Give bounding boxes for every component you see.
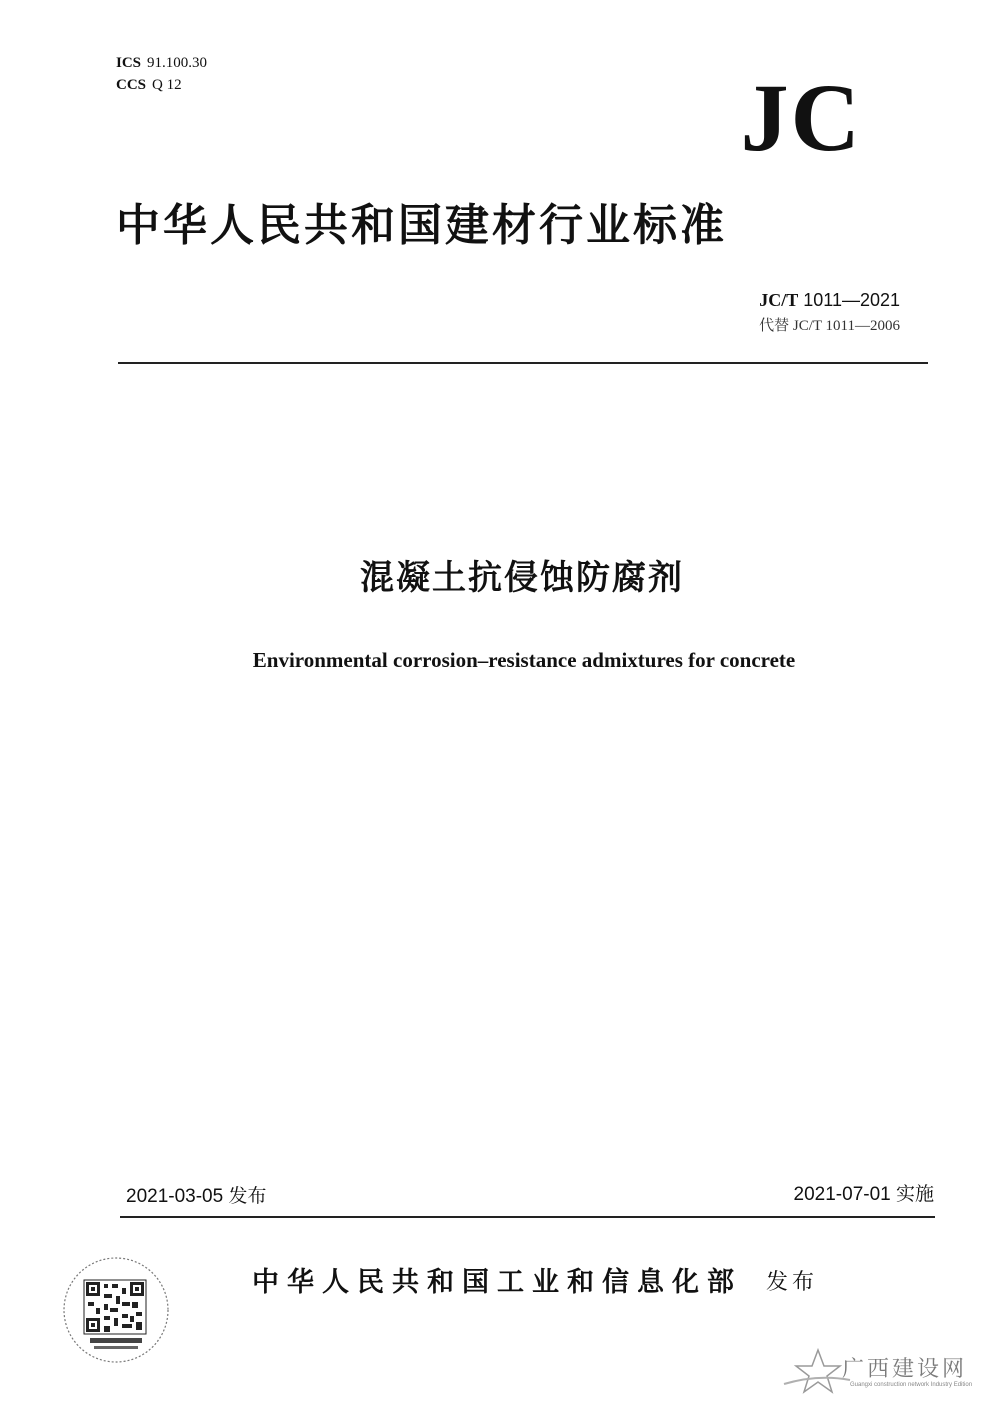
ics-value: 91.100.30 xyxy=(147,55,208,71)
classification-codes xyxy=(116,52,207,96)
watermark-subtext: Guangxi construction network Industry Edition xyxy=(850,1382,973,1388)
publisher-name: 中华人民共和国工业和信息化部 xyxy=(252,1267,742,1298)
standard-type-heading: 中华人民共和国建材行业标准 xyxy=(116,200,727,251)
qr-code-stamp xyxy=(60,1254,172,1366)
ccs-value: Q 12 xyxy=(152,77,182,93)
bottom-divider xyxy=(120,1216,935,1218)
standard-number xyxy=(759,288,900,312)
implementation-date: 2021-07-01 实施 xyxy=(793,1184,934,1205)
title-english: Environmental corrosion–resistance admixtures for concrete xyxy=(252,648,796,672)
watermark-text: 广西建设网 xyxy=(842,1357,968,1382)
replaces-note: 代替 JC/T 1011—2006 xyxy=(759,318,900,334)
jc-logo: JC xyxy=(740,64,862,171)
standard-number-value: 1011—2021 xyxy=(803,290,900,310)
ics-label: ICS xyxy=(116,55,142,71)
issue-date: 2021-03-05 发布 xyxy=(126,1186,267,1207)
title-chinese: 混凝土抗侵蚀防腐剂 xyxy=(360,558,684,598)
top-divider xyxy=(118,362,928,364)
publisher-verb: 发布 xyxy=(766,1270,819,1295)
standard-prefix: JC/T xyxy=(759,290,799,310)
ccs-line xyxy=(116,74,207,96)
ics-line xyxy=(116,52,207,74)
ccs-label: CCS xyxy=(116,77,147,93)
